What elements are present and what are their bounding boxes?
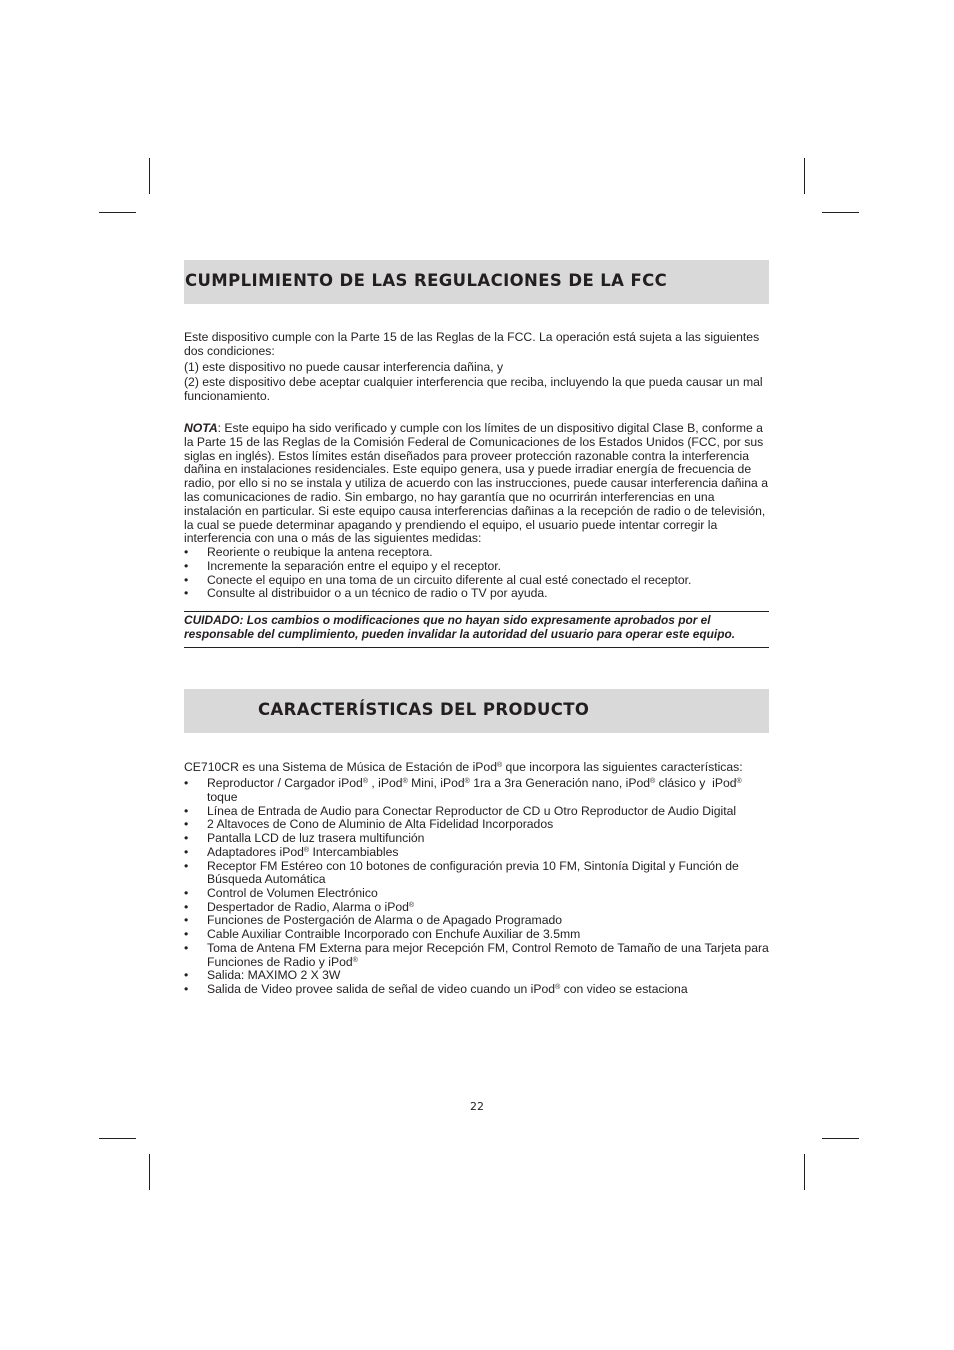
features-section-title: CARACTERÍSTICAS DEL PRODUCTO [258,699,590,719]
fcc-measures-list [184,546,769,601]
caution-box [184,611,769,648]
fcc-intro: Este dispositivo cumple con la Parte 15 de las Reglas de la FCC. La operación está sujeta a las siguientes dos condiciones: [184,330,760,358]
list-item: • Despertador de Radio, Alarma o iPod® [184,901,769,915]
features-section-banner [184,689,769,733]
fcc-condition-1: (1) este dispositivo no puede causar interferencia dañina, y [184,359,504,374]
list-item: • Reproductor / Cargador iPod® , iPod® Mini, iPod® 1ra a 3ra Generación nano, iPod® clásico y iPod® toque [184,777,769,804]
list-item: • Salida de Video provee salida de señal de video cuando un iPod® con video se estaciona [184,983,769,997]
list-item: • Pantalla LCD de luz trasera multifunción [184,832,769,846]
list-item: • Funciones de Postergación de Alarma o de Apagado Programado [184,914,769,928]
list-item: • Salida: MAXIMO 2 X 3W [184,969,769,983]
fcc-section-banner [184,260,769,304]
crop-mark [149,158,150,194]
list-item: • Toma de Antena FM Externa para mejor Recepción FM, Control Remoto de Tamaño de una Tarjeta para Funciones de Radio y iPod® [184,942,769,969]
list-item: • Receptor FM Estéreo con 10 botones de configuración previa 10 FM, Sintonía Digital y Función de Búsqueda Automática [184,860,769,887]
list-item: • Adaptadores iPod® Intercambiables [184,846,769,860]
list-item: • Incremente la separación entre el equipo y el receptor. [184,560,769,574]
crop-mark [99,212,136,213]
crop-mark [804,158,805,194]
crop-mark [149,1154,150,1190]
features-list [184,777,769,996]
list-item: • Línea de Entrada de Audio para Conectar Reproductor de CD u Otro Reproductor de Audio Digital [184,805,769,819]
note-text: : Este equipo ha sido verificado y cumple con los límites de un dispositivo digital Clase B, conforme a la Parte 15 de las Reglas de la Comisión Federal de Comunicaciones de los Estados Unidos (FCC, por sus siglas en inglés). Estos límites están diseñados para proveer protección razonable contra la interferencia dañina en instalaciones residenciales. Este equipo genera, usa y puede irradiar energía de frecuencia de radio, por ello si no se instala y utiliza de acuerdo con las instrucciones, puede causar interferencia dañina a las comunicaciones de radio. Sin embargo, no hay garantía que no ocurrirán interferencias en una instalación en particular. Si este equipo causa interferencias dañinas a la recepción de radio o de televisión, la cual se puede determinar apagando y prendiendo el equipo, el usuario puede intentar corregir la interferencia con una o más de las siguientes medidas: [184,420,768,546]
note-label: NOTA [184,420,218,435]
fcc-condition-2: (2) este dispositivo debe aceptar cualquier interferencia que reciba, incluyendo la que pueda causar un mal funcionamiento. [184,375,763,404]
list-item: • Reoriente o reubique la antena receptora. [184,546,769,560]
page-number: 22 [470,1100,484,1113]
features-intro: CE710CR es una Sistema de Música de Estación de iPod® que incorpora las siguientes características: [184,759,743,774]
list-item: • Conecte el equipo en una toma de un circuito diferente al cual esté conectado el receptor. [184,574,769,588]
list-item: • Consulte al distribuidor o a un técnico de radio o TV por ayuda. [184,587,769,601]
crop-mark [804,1154,805,1190]
crop-mark [822,212,859,213]
fcc-section-title: CUMPLIMIENTO DE LAS REGULACIONES DE LA FCC [185,271,668,290]
list-item: • 2 Altavoces de Cono de Aluminio de Alta Fidelidad Incorporados [184,818,769,832]
list-item: • Cable Auxiliar Contraible Incorporado con Enchufe Auxiliar de 3.5mm [184,928,769,942]
crop-mark [99,1138,136,1139]
list-item: • Control de Volumen Electrónico [184,887,769,901]
fcc-note [184,422,769,546]
crop-mark [822,1138,859,1139]
caution-text: CUIDADO: Los cambios o modificaciones que no hayan sido expresamente aprobados por el responsable del cumplimiento, pueden invalidar la autoridad del usuario para operar este equipo. [184,612,736,641]
page-content [184,260,769,997]
